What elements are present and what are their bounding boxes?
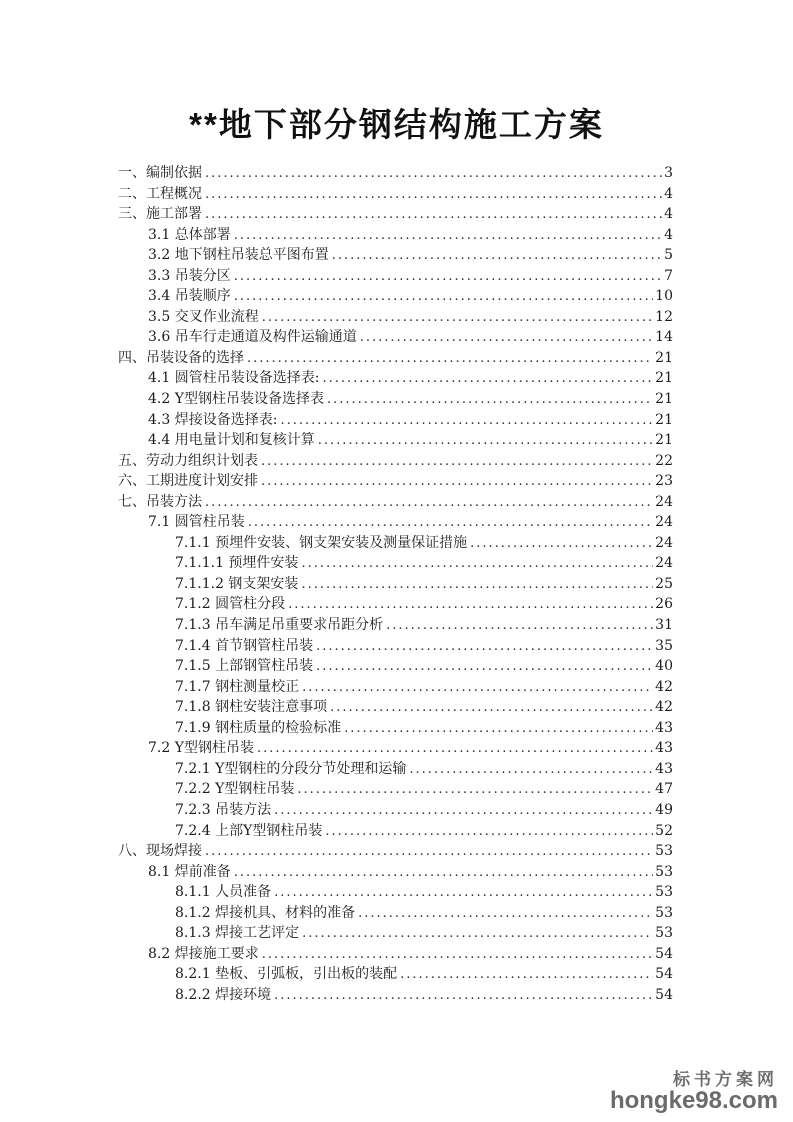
toc-entry-page: 40 — [655, 658, 673, 675]
toc-entry-label: 8.1 焊前准备 — [148, 863, 231, 880]
toc-entry-page: 53 — [655, 863, 673, 880]
watermark — [610, 1070, 778, 1112]
toc-leader-dots — [234, 266, 662, 288]
toc-entry[interactable] — [118, 471, 673, 492]
toc-entry[interactable] — [118, 389, 673, 410]
toc-leader-dots — [205, 492, 653, 514]
toc-entry[interactable] — [118, 594, 673, 615]
toc-leader-dots — [400, 964, 653, 986]
toc-entry-page: 49 — [655, 801, 673, 818]
toc-entry[interactable] — [118, 533, 673, 554]
toc-entry-page: 53 — [655, 904, 673, 921]
toc-entry[interactable] — [118, 286, 673, 307]
toc-entry-page: 24 — [655, 514, 673, 531]
toc-entry[interactable] — [118, 985, 673, 1006]
toc-leader-dots — [261, 471, 653, 493]
toc-entry[interactable] — [118, 451, 673, 472]
toc-entry[interactable] — [118, 882, 673, 903]
toc-entry[interactable] — [118, 512, 673, 533]
toc-entry[interactable] — [118, 923, 673, 944]
toc-entry-label: 三、施工部署 — [118, 206, 202, 223]
toc-entry[interactable] — [118, 677, 673, 698]
toc-entry[interactable] — [118, 348, 673, 369]
toc-leader-dots — [234, 286, 653, 308]
toc-leader-dots — [301, 553, 653, 575]
toc-entry-label: 4.3 焊接设备选择表: — [148, 411, 278, 428]
toc-entry-label: 3.5 交叉作业流程 — [148, 308, 259, 325]
toc-entry-label: 7.1.9 钢柱质量的检验标准 — [175, 719, 342, 736]
toc-entry-label: 8.2.1 垫板、引弧板，引出板的装配 — [175, 966, 398, 983]
toc-leader-dots — [280, 410, 653, 432]
toc-leader-dots — [274, 985, 653, 1007]
toc-leader-dots — [470, 533, 653, 555]
toc-entry-label: 4.4 用电量计划和复核计算 — [148, 432, 315, 449]
toc-entry[interactable] — [118, 574, 673, 595]
toc-entry-page: 54 — [655, 945, 673, 962]
toc-entry[interactable] — [118, 841, 673, 862]
toc-entry-page: 26 — [655, 596, 673, 613]
toc-entry-page: 53 — [655, 843, 673, 860]
toc-entry-label: 7.2.1 Y型钢柱的分段分节处理和运输 — [175, 760, 407, 777]
toc-entry[interactable] — [118, 163, 673, 184]
toc-leader-dots — [261, 451, 653, 473]
toc-entry-page: 42 — [655, 678, 673, 695]
toc-entry-page: 52 — [655, 822, 673, 839]
toc-entry-label: 8.2 焊接施工要求 — [148, 945, 259, 962]
toc-entry-page: 3 — [664, 165, 673, 181]
toc-entry-page: 24 — [655, 493, 673, 510]
toc-leader-dots — [332, 245, 662, 267]
toc-leader-dots — [205, 841, 653, 863]
toc-entry-page: 54 — [655, 986, 673, 1003]
toc-entry-page: 53 — [655, 925, 673, 942]
toc-leader-dots — [330, 697, 653, 719]
toc-leader-dots — [386, 615, 653, 637]
toc-entry-label: 五、劳动力组织计划表 — [118, 452, 258, 469]
toc-entry-page: 54 — [655, 966, 673, 983]
toc-leader-dots — [257, 738, 653, 760]
toc-entry-label: 8.1.3 焊接工艺评定 — [175, 925, 300, 942]
toc-leader-dots — [262, 307, 653, 329]
toc-leader-dots — [360, 327, 653, 349]
toc-leader-dots — [288, 594, 653, 616]
toc-entry-page: 43 — [655, 719, 673, 736]
toc-entry[interactable] — [118, 779, 673, 800]
toc-entry-page: 4 — [664, 185, 673, 202]
toc-entry[interactable] — [118, 368, 673, 389]
toc-entry-label: 4.2 Y型钢柱吊装设备选择表 — [148, 391, 324, 408]
toc-leader-dots — [322, 368, 653, 390]
toc-leader-dots — [274, 882, 653, 904]
toc-entry-page: 21 — [655, 391, 673, 408]
toc-entry-page: 14 — [655, 329, 673, 346]
toc-entry[interactable] — [118, 553, 673, 574]
toc-entry-label: 3.4 吊装顺序 — [148, 288, 231, 305]
toc-leader-dots — [302, 923, 653, 945]
toc-entry-page: 21 — [655, 349, 673, 366]
toc-leader-dots — [318, 430, 653, 452]
toc-entry[interactable] — [118, 738, 673, 759]
toc-entry-page: 21 — [655, 432, 673, 449]
toc-entry-label: 一、编制依据 — [118, 165, 202, 181]
toc-entry-page: 22 — [655, 452, 673, 469]
toc-entry-label: 8.2.2 焊接环境 — [175, 986, 272, 1003]
toc-entry-label: 7.1.1.1 预埋件安装 — [175, 555, 299, 572]
toc-entry-label: 7.1.3 吊车满足吊重要求吊距分析 — [175, 617, 384, 634]
toc-entry[interactable] — [118, 697, 673, 718]
toc-entry-label: 七、吊装方法 — [118, 493, 202, 510]
toc-entry-page: 43 — [655, 740, 673, 757]
watermark-site-url: hongke98.com — [609, 1087, 778, 1114]
toc-leader-dots — [358, 903, 653, 925]
toc-entry-label: 7.1.1 预埋件安装、钢支架安装及测量保证措施 — [175, 534, 468, 551]
toc-leader-dots — [248, 512, 653, 534]
document-title: **地下部分钢结构施工方案 — [189, 106, 604, 143]
toc-entry[interactable] — [118, 636, 673, 657]
toc-entry-page: 31 — [655, 617, 673, 634]
toc-entry-label: 7.1.7 钢柱测量校正 — [175, 678, 300, 695]
toc-leader-dots — [205, 163, 662, 185]
toc-entry[interactable] — [118, 759, 673, 780]
toc-entry-label: 7.2.2 Y型钢柱吊装 — [175, 781, 295, 798]
toc-entry-label: 六、工期进度计划安排 — [118, 473, 258, 490]
toc-entry-page: 21 — [655, 370, 673, 387]
toc-leader-dots — [205, 204, 662, 226]
toc-leader-dots — [316, 636, 653, 658]
toc-entry[interactable] — [118, 266, 673, 287]
toc-entry-page: 23 — [655, 473, 673, 490]
toc-leader-dots — [301, 574, 653, 596]
toc-entry-label: 8.1.2 焊接机具、材料的准备 — [175, 904, 356, 921]
toc-entry[interactable] — [118, 615, 673, 636]
toc-entry-label: 3.1 总体部署 — [148, 226, 231, 243]
toc-entry-page: 12 — [655, 308, 673, 325]
toc-entry-page: 47 — [655, 781, 673, 798]
toc-entry-page: 21 — [655, 411, 673, 428]
toc-entry[interactable] — [118, 184, 673, 205]
toc-entry-label: 7.2.3 吊装方法 — [175, 801, 272, 818]
toc-list — [118, 163, 673, 1005]
toc-entry[interactable] — [118, 430, 673, 451]
toc-entry-page: 4 — [664, 226, 673, 243]
toc-entry-label: 3.3 吊装分区 — [148, 267, 231, 284]
toc-entry-page: 25 — [655, 575, 673, 592]
toc-entry[interactable] — [118, 718, 673, 739]
toc-entry-label: 7.1.1.2 钢支架安装 — [175, 575, 299, 592]
toc-entry-label: 3.6 吊车行走通道及构件运输通道 — [148, 329, 357, 346]
toc-entry-label: 7.1.5 上部钢管柱吊装 — [175, 658, 314, 675]
toc-leader-dots — [205, 184, 662, 206]
toc-entry[interactable] — [118, 964, 673, 985]
toc-entry-page: 24 — [655, 534, 673, 551]
toc-entry-label: 7.2.4 上部Y型钢柱吊装 — [175, 822, 323, 839]
toc-entry-label: 八、现场焊接 — [118, 843, 202, 860]
toc-entry[interactable] — [118, 327, 673, 348]
toc-entry[interactable] — [118, 944, 673, 965]
toc-entry-label: 四、吊装设备的选择 — [118, 349, 244, 366]
toc-leader-dots — [274, 800, 653, 822]
toc-entry[interactable] — [118, 225, 673, 246]
toc-leader-dots — [327, 389, 653, 411]
toc-leader-dots — [247, 348, 653, 370]
toc-entry-page: 42 — [655, 699, 673, 716]
toc-entry-label: 7.1.8 钢柱安装注意事项 — [175, 699, 328, 716]
toc-leader-dots — [325, 821, 653, 843]
toc-entry-page: 7 — [664, 267, 673, 284]
toc-leader-dots — [409, 759, 653, 781]
toc-leader-dots — [262, 944, 653, 966]
toc-entry-label: 二、工程概况 — [118, 185, 202, 202]
toc-entry-label: 3.2 地下钢柱吊装总平图布置 — [148, 247, 329, 264]
toc-entry-page: 35 — [655, 637, 673, 654]
toc-entry-page: 4 — [664, 206, 673, 223]
toc-entry[interactable] — [118, 245, 673, 266]
toc-entry[interactable] — [118, 492, 673, 513]
toc-entry[interactable] — [118, 204, 673, 225]
toc-entry-label: 7.1.2 圆管柱分段 — [175, 596, 286, 613]
toc-entry[interactable] — [118, 656, 673, 677]
toc-leader-dots — [297, 779, 653, 801]
toc-leader-dots — [234, 225, 662, 247]
toc-entry-page: 53 — [655, 884, 673, 901]
toc-entry-page: 43 — [655, 760, 673, 777]
toc-entry-label: 7.1.4 首节钢管柱吊装 — [175, 637, 314, 654]
toc-leader-dots — [234, 862, 653, 884]
toc-entry-page: 24 — [655, 555, 673, 572]
toc-entry[interactable] — [118, 307, 673, 328]
toc-entry[interactable] — [118, 862, 673, 883]
toc-entry[interactable] — [118, 821, 673, 842]
toc-entry[interactable] — [118, 410, 673, 431]
toc-entry[interactable] — [118, 903, 673, 924]
toc-entry-label: 7.2 Y型钢柱吊装 — [148, 740, 254, 757]
toc-leader-dots — [344, 718, 653, 740]
toc-entry-page: 5 — [664, 247, 673, 264]
toc-entry-label: 8.1.1 人员准备 — [175, 884, 272, 901]
toc-leader-dots — [302, 677, 653, 699]
toc-entry[interactable] — [118, 800, 673, 821]
watermark-site-name: 标书方案网 — [673, 1070, 778, 1089]
toc-leader-dots — [316, 656, 653, 678]
toc-entry-page: 10 — [655, 288, 673, 305]
toc-entry-label: 4.1 圆管柱吊装设备选择表: — [148, 370, 320, 387]
toc-entry-label: 7.1 圆管柱吊装 — [148, 514, 245, 531]
